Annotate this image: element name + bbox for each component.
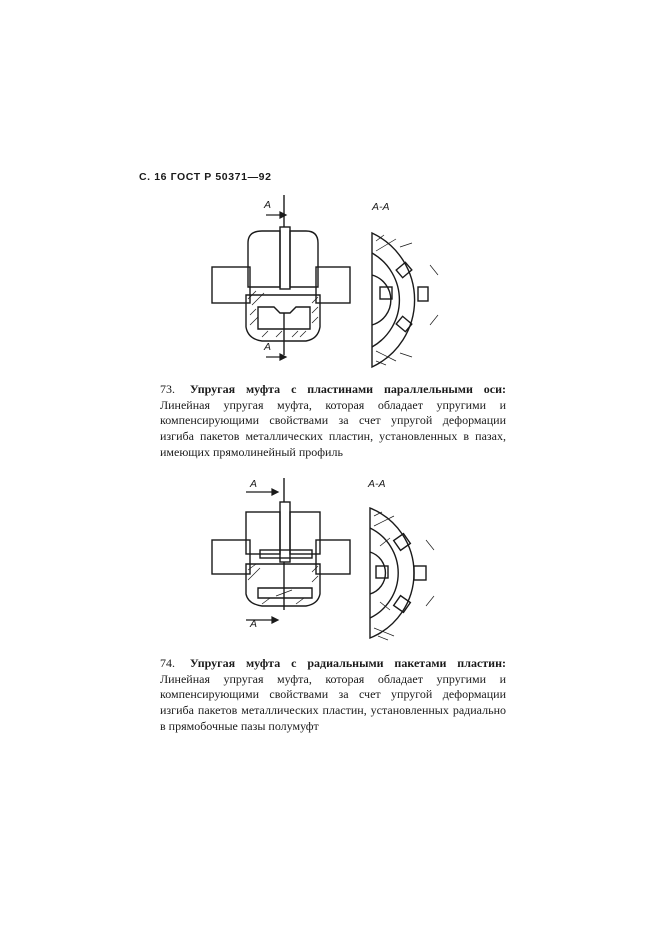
item-74-number: 74. [160,656,175,670]
figure-73-cut-mark-top: А [264,199,272,211]
figure-73-section-label: А-А [372,201,390,213]
figure-73-coupling-drawing [200,195,450,375]
housing-lower [246,564,320,606]
section-half-disc [372,233,415,367]
page-header: С. 16 ГОСТ Р 50371—92 [139,171,272,183]
shaft-right [316,267,350,303]
shaft-right [316,540,350,574]
hub-left-upper [248,231,280,287]
item-73-number: 73. [160,382,175,396]
figure-74-cut-mark-bottom: А [250,618,258,630]
item-74-term: Упругая муфта с радиальными пакетами пластин: [189,656,506,670]
item-73-term: Упругая муфта с пластинами параллельными оси: [189,382,506,396]
item-74-paragraph [160,656,506,735]
item-73-paragraph [160,382,506,461]
hub-right-upper [290,231,318,287]
shaft-left [212,267,250,303]
figure-73-cut-mark-bottom: А [264,341,272,353]
item-73-definition: Линейная упругая муфта, которая обладает упругими и компенсирующими свойствами за счет упругой деформации изгиба пакетов металлических пластин, установленных в пазах, имеющих прямолинейный профиль [160,397,506,459]
item-74-definition: Линейная упругая муфта, которая обладает упругими и компенсирующими свойствами за счет упругой деформации изгиба пакетов металлических пластин, установленных радиально в прямобочные пазы полумуфт [160,671,506,733]
figure-74-cut-mark-top: А [250,478,258,490]
figure-74-svg [200,478,450,648]
figure-74-coupling-drawing [200,478,450,648]
shaft-left [212,540,250,574]
figure-73-svg [200,195,450,375]
figure-74-section-label: А-А [368,478,386,490]
